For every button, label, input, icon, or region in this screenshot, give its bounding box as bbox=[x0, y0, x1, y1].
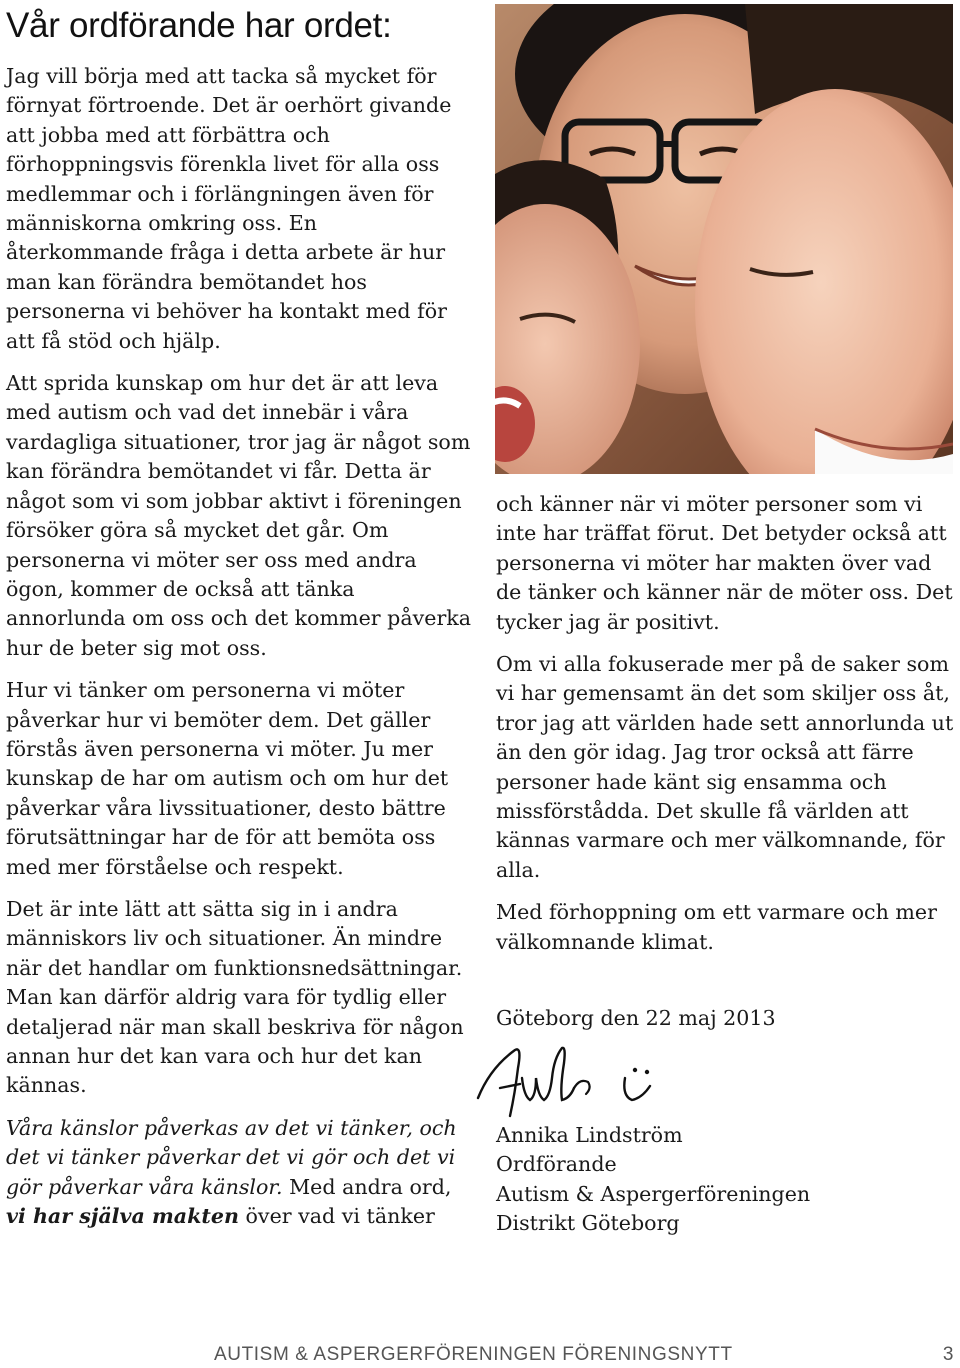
closing-paragraph bbox=[6, 1114, 474, 1232]
right-column bbox=[496, 490, 956, 1047]
signer-organization: Autism & Aspergerföreningen bbox=[496, 1181, 811, 1206]
date-line: Göteborg den 22 maj 2013 bbox=[496, 1006, 776, 1031]
signer-name: Annika Lindström bbox=[496, 1123, 683, 1147]
publication-name: AUTISM & ASPERGERFÖRENINGEN FÖRENINGSNYTT bbox=[214, 1344, 733, 1365]
paragraph: Att sprida kunskap om hur det är att leva med autism och vad det innebär i våra vardagliga situationer, tror jag är något som kan förändra bemötandet vi får. Detta är något som vi som jobbar aktivt i föreningen försöker göra så mycket det går. Om personerna vi möter ser oss med andra ögon, kommer de också att tänka annorlunda om oss och det kommer påverka hur de beter sig mot oss. bbox=[6, 371, 472, 660]
handwritten-signature bbox=[470, 1038, 670, 1130]
emphasis-text: vi har själva makten bbox=[6, 1204, 239, 1229]
signer-role: Ordförande bbox=[496, 1152, 617, 1177]
page-title: Vår ordförande har ordet: bbox=[6, 6, 392, 45]
italic-quote: Våra känslor påverkas av det vi tänker, och det vi tänker påverkar det vi gör och det vi gör påverkar våra känslor. bbox=[6, 1115, 457, 1199]
paragraph: Med förhoppning om ett varmare och mer välkomnande klimat. bbox=[496, 900, 937, 954]
paragraph-text: Med andra ord, bbox=[282, 1174, 452, 1199]
paragraph: och känner när vi möter personer som vi inte har träffat förut. Det betyder också att personerna vi möter har makten över vad de tänker och känner när de möter oss. Det tycker jag är positivt. bbox=[496, 492, 953, 634]
paragraph: Om vi alla fokuserade mer på de saker som vi har gemensamt än det som skiljer oss åt, tror jag att världen hade sett annorlunda ut än den gör idag. Jag tror också att färre personer hade känt sig ensamma och missförstådda. Det skulle få världen att kännas varmare och mer välkomnande, för alla. bbox=[496, 652, 954, 882]
paragraph-text: över vad vi tänker bbox=[238, 1204, 435, 1229]
signer-district: Distrikt Göteborg bbox=[496, 1211, 680, 1236]
family-photo bbox=[495, 4, 953, 474]
paragraph: Jag vill börja med att tacka så mycket för förnyat förtroende. Det är oerhört givande att jobba med att förbättra och förhoppningsvis förenkla livet för alla oss medlemmar och i förlängningen även för människorna omkring oss. En återkommande fråga i detta arbete är hur man kan förändra bemötandet hos personerna vi behöver ha kontakt med för att få stöd och hjälp. bbox=[6, 64, 452, 353]
paragraph: Hur vi tänker om personerna vi möter påverkar hur vi bemöter dem. Det gäller förstås även personerna vi möter. Ju mer kunskap de har om autism och om hur det påverkar våra livssituationer, desto bättre förutsättningar har de för att bemöta oss med mer förståelse och respekt. bbox=[6, 678, 449, 879]
page-number: 3 bbox=[942, 1344, 954, 1365]
signer-block bbox=[496, 1121, 810, 1239]
left-column bbox=[6, 62, 474, 1244]
paragraph: Det är inte lätt att sätta sig in i andra människors liv och situationer. Än mindre när det handlar om funktionsnedsättningar. Man kan därför aldrig vara för tydlig eller detaljerad när man skall beskriva för någon annan hur det kan vara och hur det kan kännas. bbox=[6, 896, 464, 1098]
